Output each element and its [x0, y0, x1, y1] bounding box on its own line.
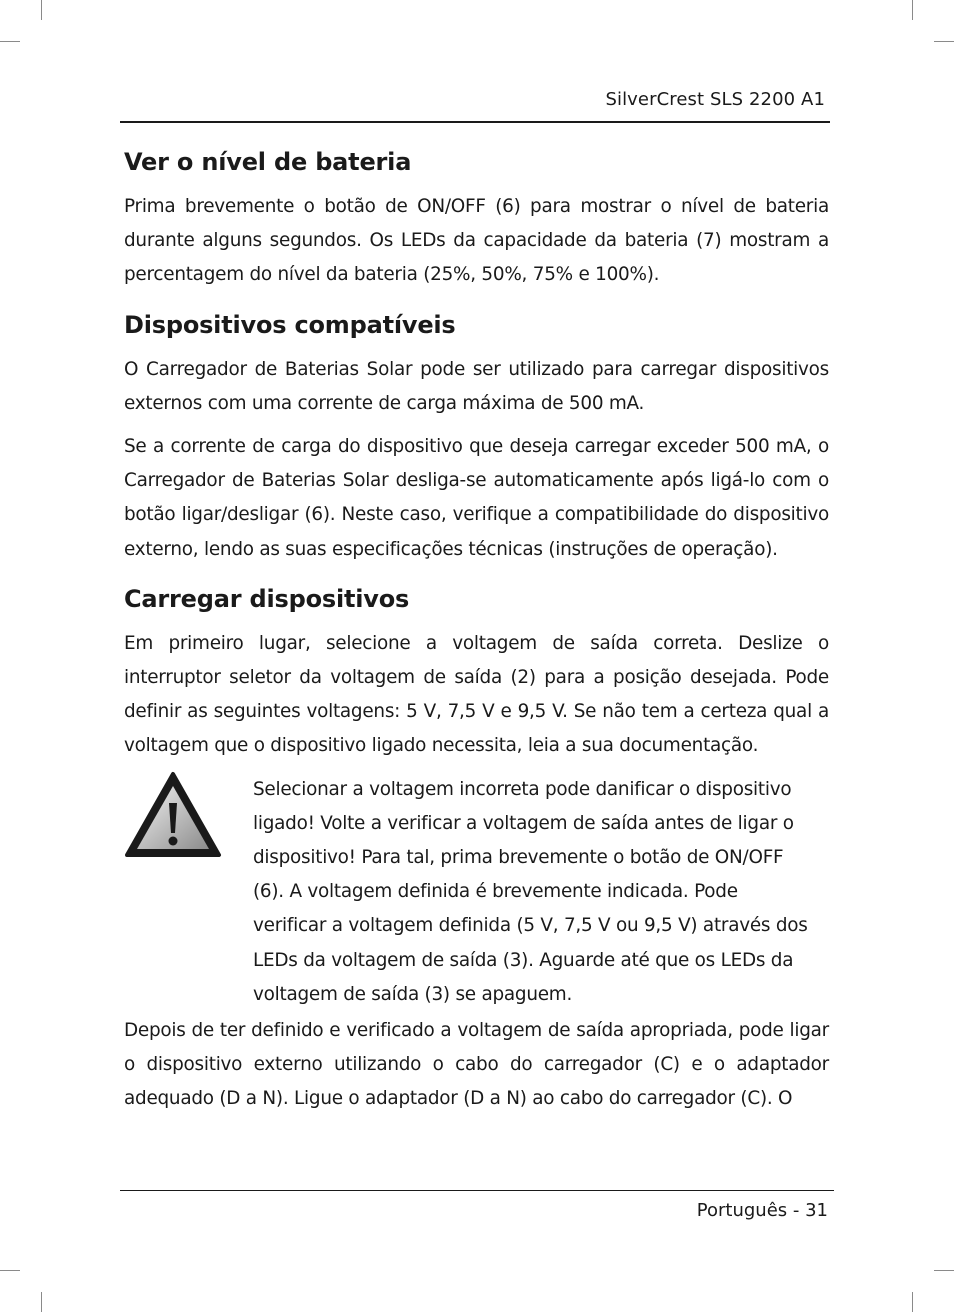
header-divider	[120, 121, 830, 123]
page-number: Português - 31	[696, 1200, 828, 1221]
crop-mark	[0, 41, 20, 42]
section-heading-compatible-devices: Dispositivos compatíveis	[124, 310, 456, 339]
crop-mark	[934, 1270, 954, 1271]
warning-notice	[124, 773, 829, 1012]
crop-mark	[912, 1292, 913, 1312]
paragraph: Prima brevemente o botão de ON/OFF (6) para mostrar o nível de bateria durante alguns segundos. Os LEDs da capacidade da bateria (7) mostram a percentagem do nível da bateria (25%, 50%, 75% e 100%).	[124, 196, 829, 286]
paragraph: Se a corrente de carga do dispositivo que deseja carregar exceder 500 mA, o Carregador de Baterias Solar desliga-se automaticamente após ligá-lo com o botão ligar/desligar (6). Neste caso, verifique a compatibilidade do dispositivo externo, lendo as suas especificações técnicas (instruções de operação).	[124, 436, 829, 560]
crop-mark	[41, 0, 42, 20]
running-header: SilverCrest SLS 2200 A1	[605, 89, 825, 110]
section-heading-charging-devices: Carregar dispositivos	[124, 584, 410, 613]
paragraph: Depois de ter definido e verificado a voltagem de saída apropriada, pode ligar o dispositivo externo utilizando o cabo do carregador (C) e o adaptador adequado (D a N). Ligue o adaptador (D a N) ao cabo do carregador (C). O	[124, 1020, 829, 1110]
paragraph: O Carregador de Baterias Solar pode ser utilizado para carregar dispositivos externos com uma corrente de carga máxima de 500 mA.	[124, 358, 829, 414]
footer-divider	[120, 1190, 834, 1191]
page-body	[124, 140, 829, 1126]
crop-mark	[912, 0, 913, 20]
crop-mark	[41, 1292, 42, 1312]
crop-mark	[934, 41, 954, 42]
warning-triangle-icon	[124, 771, 222, 859]
crop-mark	[0, 1270, 20, 1271]
paragraph: Em primeiro lugar, selecione a voltagem de saída correta. Deslize o interruptor seletor da voltagem de saída (2) para a posição desejada. Pode definir as seguintes voltagens: 5 V, 7,5 V e 9,5 V. Se não tem a certeza qual a voltagem que o dispositivo ligado necessita, leia a sua documentação.	[124, 632, 829, 757]
section-heading-battery-level: Ver o nível de bateria	[124, 148, 412, 176]
warning-text: Selecionar a voltagem incorreta pode danificar o dispositivo ligado! Volte a verificar a voltagem de saída antes de ligar o dispositivo! Para tal, prima brevemente o botão de ON/OFF (6). A voltagem definida é brevemente indicada. Pode verificar a voltagem definida (5 V, 7,5 V ou 9,5 V) através dos LEDs da voltagem de saída (3). Aguarde até que os LEDs da voltagem de saída (3) se apaguem.	[253, 778, 808, 1005]
